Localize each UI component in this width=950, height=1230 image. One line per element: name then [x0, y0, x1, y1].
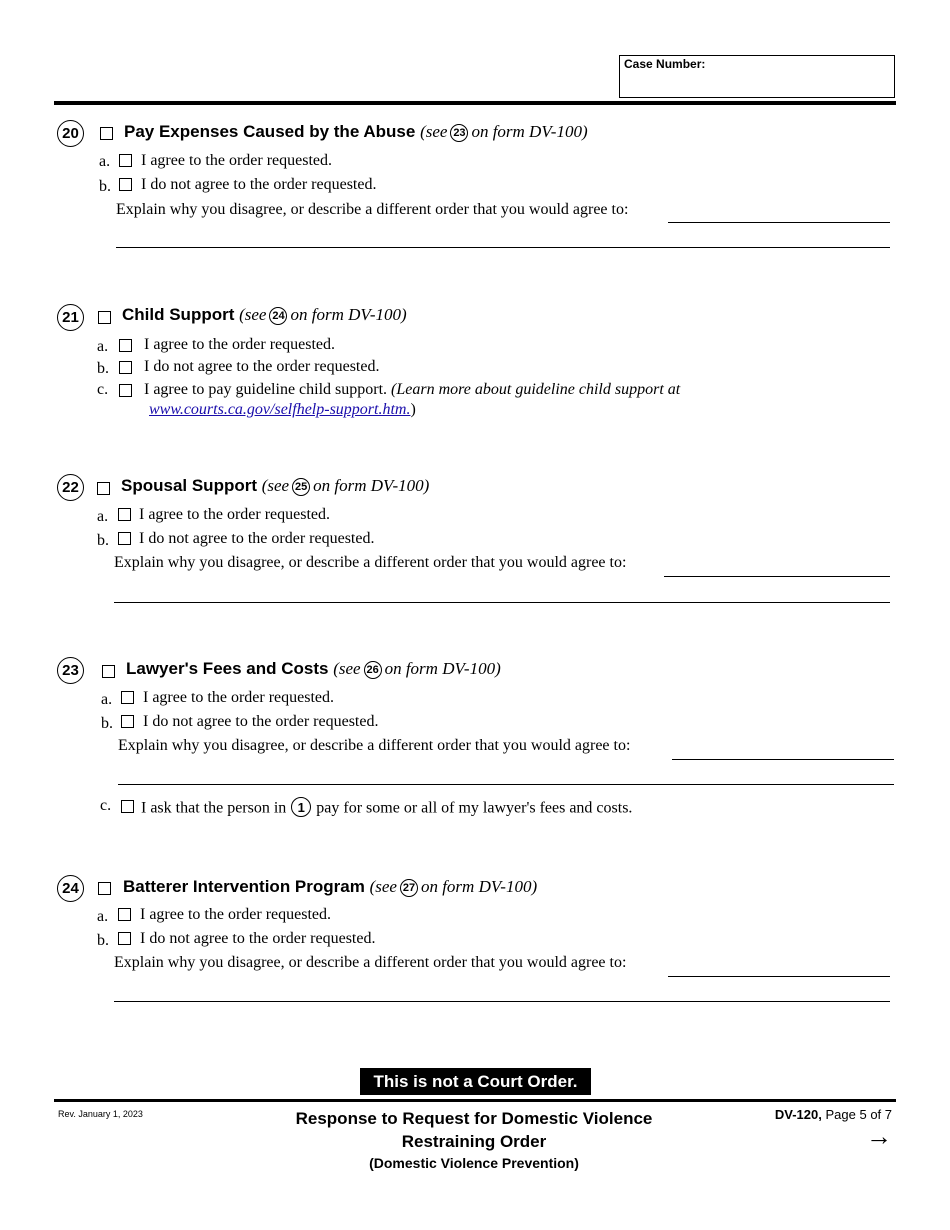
form-title-line1: Response to Request for Domestic Violence [295, 1109, 653, 1128]
item-number-24: 24 [57, 875, 84, 902]
form-title-line2: Restraining Order [401, 1132, 547, 1151]
section-20-explain-field[interactable] [668, 222, 890, 223]
section-22-checkbox[interactable] [97, 482, 110, 495]
section-23-c-item: 1 [291, 797, 311, 817]
section-24-title: Batterer Intervention Program [123, 877, 365, 896]
section-22-heading [121, 476, 429, 496]
section-22-a-letter: a. [97, 508, 109, 525]
section-23-ref-see: (see [333, 659, 361, 678]
section-21-b-text: I do not agree to the order requested. [144, 358, 380, 375]
section-24-heading [123, 877, 537, 897]
section-23-explain-field[interactable] [672, 759, 894, 760]
case-number-label: Case Number: [624, 57, 706, 71]
section-23-heading [126, 659, 501, 679]
section-21-b-letter: b. [97, 360, 109, 377]
section-21-c-note: (Learn more about guideline child support at [391, 381, 681, 398]
section-23-a-checkbox[interactable] [121, 691, 134, 704]
section-23-a-text: I agree to the order requested. [143, 689, 335, 706]
section-22-b-checkbox[interactable] [118, 532, 131, 545]
section-22-ref-item: 25 [292, 478, 310, 496]
section-20-ref-item: 23 [450, 124, 468, 142]
guideline-support-link[interactable]: www.courts.ca.gov/selfhelp-support.htm. [149, 401, 411, 418]
section-24-explain-field-2[interactable] [114, 1001, 890, 1002]
section-21-c-checkbox[interactable] [119, 384, 132, 397]
section-24-checkbox[interactable] [98, 882, 111, 895]
section-24-b-checkbox[interactable] [118, 932, 131, 945]
header-divider [54, 101, 896, 105]
section-20-explain-field-2[interactable] [116, 247, 890, 248]
section-24-b-letter: b. [97, 932, 109, 949]
case-number-box[interactable] [619, 55, 895, 98]
section-20-a-text: I agree to the order requested. [141, 152, 333, 169]
section-23-a-letter: a. [101, 691, 113, 708]
section-23-c-line [141, 797, 632, 818]
section-24-ref-item: 27 [400, 879, 418, 897]
section-23-c-checkbox[interactable] [121, 800, 134, 813]
section-21-checkbox[interactable] [98, 311, 111, 324]
section-21-a-checkbox[interactable] [119, 339, 132, 352]
section-23-ref-item: 26 [364, 661, 382, 679]
section-21-ref-see: (see [239, 305, 267, 324]
section-22-explain-field-2[interactable] [114, 602, 890, 603]
section-22-explain-field[interactable] [664, 576, 890, 577]
section-22-explain-label: Explain why you disagree, or describe a different order that you would agree to: [114, 554, 627, 571]
section-21-heading [122, 305, 407, 325]
section-21-c-link-line [149, 401, 416, 419]
section-23-explain-field-2[interactable] [118, 784, 894, 785]
section-24-explain-label: Explain why you disagree, or describe a different order that you would agree to: [114, 954, 627, 971]
section-21-c-line [144, 381, 680, 399]
section-21-a-letter: a. [97, 338, 109, 355]
section-20-ref-see: (see [420, 122, 448, 141]
section-22-title: Spousal Support [121, 476, 257, 495]
form-title-block [240, 1107, 708, 1173]
section-23-c-letter: c. [100, 797, 112, 814]
section-23-b-checkbox[interactable] [121, 715, 134, 728]
section-23-title: Lawyer's Fees and Costs [126, 659, 329, 678]
page-info [700, 1107, 892, 1122]
section-23-ref-form: on form DV-100) [384, 659, 501, 678]
next-page-arrow-icon[interactable]: → [866, 1121, 892, 1151]
item-number-23: 23 [57, 657, 84, 684]
section-20-explain-label: Explain why you disagree, or describe a different order that you would agree to: [116, 201, 629, 218]
section-20-heading [124, 122, 588, 142]
section-20-a-letter: a. [99, 153, 111, 170]
section-20-a-checkbox[interactable] [119, 154, 132, 167]
section-21-ref-item: 24 [269, 307, 287, 325]
section-24-a-checkbox[interactable] [118, 908, 131, 921]
section-23-c-text-before: I ask that the person in [141, 799, 287, 817]
section-22-ref-see: (see [261, 476, 290, 495]
item-number-20: 20 [57, 120, 84, 147]
section-24-ref-see: (see [369, 877, 397, 896]
section-24-ref-form: on form DV-100) [420, 877, 538, 896]
section-21-c-letter: c. [97, 381, 109, 398]
section-23-c-text-after: pay for some or all of my lawyer's fees and costs. [316, 799, 633, 817]
section-20-b-letter: b. [99, 178, 111, 195]
section-21-ref-form: on form DV-100) [290, 305, 407, 324]
item-number-21: 21 [57, 304, 84, 331]
item-number-22: 22 [57, 474, 84, 501]
section-23-b-text: I do not agree to the order requested. [143, 713, 379, 730]
section-22-b-letter: b. [97, 532, 109, 549]
section-21-a-text: I agree to the order requested. [144, 336, 336, 353]
revision-date: Rev. January 1, 2023 [58, 1109, 143, 1119]
section-23-b-letter: b. [101, 715, 113, 732]
section-24-a-letter: a. [97, 908, 109, 925]
form-id: DV-120, [774, 1107, 822, 1122]
section-24-explain-field[interactable] [668, 976, 890, 977]
section-22-a-checkbox[interactable] [118, 508, 131, 521]
section-20-title: Pay Expenses Caused by the Abuse [124, 122, 416, 141]
section-20-ref-form: on form DV-100) [471, 122, 588, 141]
form-subtitle: (Domestic Violence Prevention) [369, 1155, 579, 1171]
section-20-b-checkbox[interactable] [119, 178, 132, 191]
section-21-c-close: ) [410, 401, 416, 418]
section-22-a-text: I agree to the order requested. [139, 506, 331, 523]
footer-divider [54, 1099, 896, 1102]
page-number: Page 5 of 7 [825, 1107, 892, 1122]
not-court-order-notice: This is not a Court Order. [360, 1068, 591, 1095]
section-20-b-text: I do not agree to the order requested. [141, 176, 377, 193]
section-23-explain-label: Explain why you disagree, or describe a different order that you would agree to: [118, 737, 631, 754]
section-21-title: Child Support [122, 305, 235, 324]
section-20-checkbox[interactable] [100, 127, 113, 140]
section-22-b-text: I do not agree to the order requested. [139, 530, 375, 547]
section-24-b-text: I do not agree to the order requested. [140, 930, 376, 947]
section-24-a-text: I agree to the order requested. [140, 906, 332, 923]
section-22-ref-form: on form DV-100) [313, 476, 430, 495]
section-21-c-text: I agree to pay guideline child support. [144, 381, 388, 398]
section-21-b-checkbox[interactable] [119, 361, 132, 374]
section-23-checkbox[interactable] [102, 665, 115, 678]
